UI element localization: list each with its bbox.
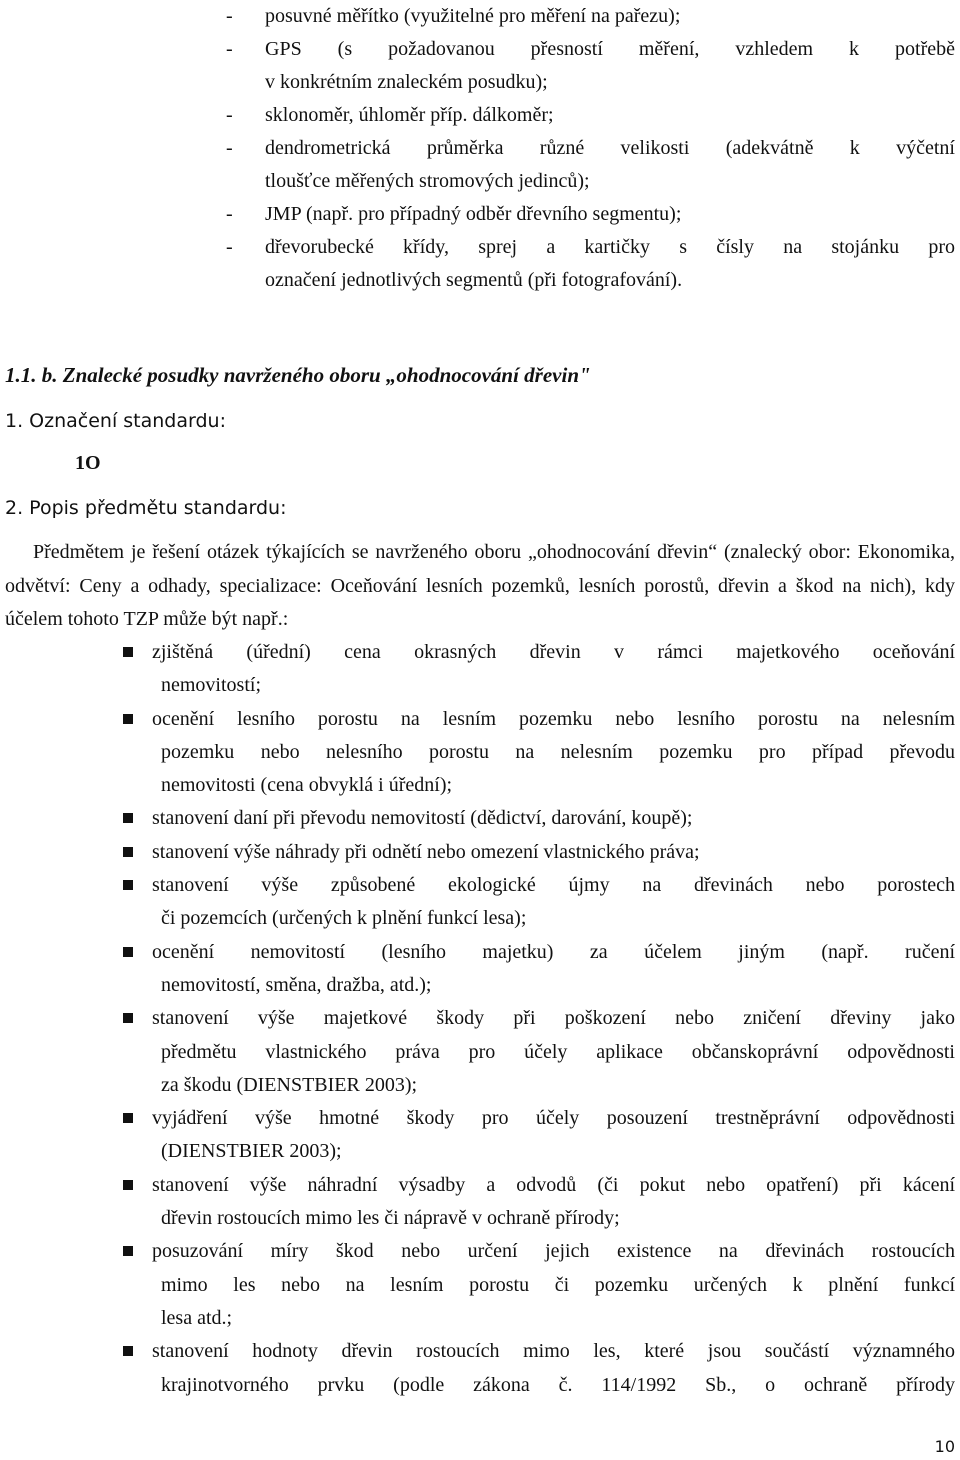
- standard-code: 1O: [75, 452, 101, 474]
- list-item: [0, 1169, 960, 1236]
- dash-item-text-cont: tloušťce měřených stromových jedinců);: [265, 170, 590, 192]
- dash-marker: -: [226, 203, 233, 225]
- dash-item-text: sklonoměr, úhloměr příp. dálkoměr;: [265, 104, 554, 126]
- list-item-text: posuzování míry škod nebo určení jejich existence na dřevinách rostoucích: [152, 1240, 955, 1263]
- square-bullet-icon: [123, 1180, 133, 1190]
- dash-item-text: dřevorubecké křídy, sprej a kartičky s čísly na stojánku pro: [265, 236, 955, 258]
- list-item-text: stanovení výše majetkové škody při poškození nebo zničení dřeviny jako: [152, 1007, 955, 1030]
- standard-description-label: 2. Popis předmětu standardu:: [5, 497, 287, 519]
- page-number: 10: [934, 1437, 955, 1456]
- list-item-text-cont: či pozemcích (určených k plnění funkcí lesa);: [161, 907, 527, 930]
- square-bullet-icon: [123, 880, 133, 890]
- square-bullet-icon: [123, 714, 133, 724]
- dash-item: [0, 132, 960, 198]
- square-bullet-icon: [123, 1013, 133, 1023]
- intro-paragraph: [5, 536, 955, 637]
- dash-item: [0, 198, 960, 231]
- list-item-text-cont: nemovitostí, směna, dražba, atd.);: [161, 973, 432, 996]
- dash-marker: -: [226, 137, 233, 159]
- list-item-text: stanovení výše způsobené ekologické újmy na dřevinách nebo porostech: [152, 874, 955, 897]
- list-item: [0, 703, 960, 803]
- dash-item-text: JMP (např. pro případný odběr dřevního segmentu);: [265, 203, 682, 225]
- list-item-text: ocenění lesního porostu na lesním pozemku nebo lesního porostu na nelesním: [152, 707, 955, 730]
- list-item: [0, 836, 960, 869]
- dash-item-text-cont: v konkrétním znaleckém posudku);: [265, 71, 548, 93]
- square-bullet-icon: [123, 1113, 133, 1123]
- list-item: [0, 1235, 960, 1335]
- list-item-text-cont: lesa atd.;: [161, 1306, 233, 1329]
- list-item-text-cont: nemovitostí;: [161, 674, 261, 697]
- dash-item: [0, 99, 960, 132]
- square-bullet-icon: [123, 1346, 133, 1356]
- dash-marker: -: [226, 236, 233, 258]
- square-bullet-icon: [123, 813, 133, 823]
- list-item-text: zjištěná (úřední) cena okrasných dřevin v rámci majetkového oceňování: [152, 641, 955, 663]
- dash-marker: -: [226, 104, 233, 126]
- list-item-text-cont: krajinotvorného prvku (podle zákona č. 114/1992 Sb., o ochraně přírody: [161, 1373, 955, 1396]
- section-heading: 1.1. b. Znalecké posudky navrženého oboru „ohodnocování dřevin": [5, 363, 591, 387]
- dash-marker: -: [226, 5, 233, 27]
- intro-paragraph-text: Předmětem je řešení otázek týkajících se navrženého oboru „ohodnocování dřevin“ (znalecký obor: Ekonomika, odvětví: Ceny a odhady, specializace: Oceňování lesních pozemků, lesních porostů, dřevin a škod na nich), kdy účelem tohoto TZP může být např.:: [5, 541, 955, 630]
- list-item-text: stanovení výše náhrady při odnětí nebo omezení vlastnického práva;: [152, 840, 700, 863]
- dash-item-text: GPS (s požadovanou přesností měření, vzhledem k potřebě: [265, 38, 955, 60]
- list-item: [0, 869, 960, 936]
- standard-mark-label: 1. Označení standardu:: [5, 410, 226, 432]
- dash-item: [0, 231, 960, 297]
- list-item-text-cont: dřevin rostoucích mimo les či nápravě v ochraně přírody;: [161, 1207, 620, 1230]
- dash-marker: -: [226, 38, 233, 60]
- list-item: [0, 1102, 960, 1169]
- list-item-text-cont: (DIENSTBIER 2003);: [161, 1140, 342, 1163]
- list-item-text: stanovení daní při převodu nemovitostí (dědictví, darování, koupě);: [152, 807, 693, 830]
- dash-item-text: dendrometrická průměrka různé velikosti (adekvátně k výčetní: [265, 137, 955, 159]
- list-item: [0, 636, 960, 703]
- list-item-text-cont: předmětu vlastnického práva pro účely aplikace občanskoprávní odpovědnosti: [161, 1040, 955, 1063]
- list-item-text-cont: mimo les nebo na lesním porostu či pozemku určených k plnění funkcí: [161, 1273, 955, 1296]
- equipment-dash-list: [0, 0, 960, 297]
- list-item-text: ocenění nemovitostí (lesního majetku) za účelem jiným (např. ručení: [152, 940, 955, 963]
- list-item: [0, 802, 960, 835]
- dash-item-text-cont: označení jednotlivých segmentů (při fotografování).: [265, 269, 683, 291]
- list-item: [0, 936, 960, 1003]
- dash-item: [0, 0, 960, 33]
- list-item: [0, 1335, 960, 1402]
- square-bullet-icon: [123, 847, 133, 857]
- square-bullet-icon: [123, 647, 133, 657]
- list-item: [0, 1002, 960, 1102]
- list-item-text: vyjádření výše hmotné škody pro účely posouzení trestněprávní odpovědnosti: [152, 1107, 955, 1130]
- list-item-text-cont: pozemku nebo nelesního porostu na nelesním pozemku pro případ převodu: [161, 740, 955, 763]
- list-item-text: stanovení výše náhradní výsadby a odvodů (či pokut nebo opatření) při kácení: [152, 1173, 955, 1196]
- square-bullet-icon: [123, 947, 133, 957]
- list-item-text-cont: za škodu (DIENSTBIER 2003);: [161, 1073, 418, 1096]
- dash-item-text: posuvné měřítko (využitelné pro měření na pařezu);: [265, 5, 681, 27]
- list-item-text: stanovení hodnoty dřevin rostoucích mimo les, které jsou součástí významného: [152, 1340, 955, 1363]
- square-bullet-icon: [123, 1246, 133, 1256]
- list-item-text-cont: nemovitosti (cena obvyklá i úřední);: [161, 774, 453, 797]
- dash-item: [0, 33, 960, 99]
- purpose-bullet-list: [0, 636, 960, 1402]
